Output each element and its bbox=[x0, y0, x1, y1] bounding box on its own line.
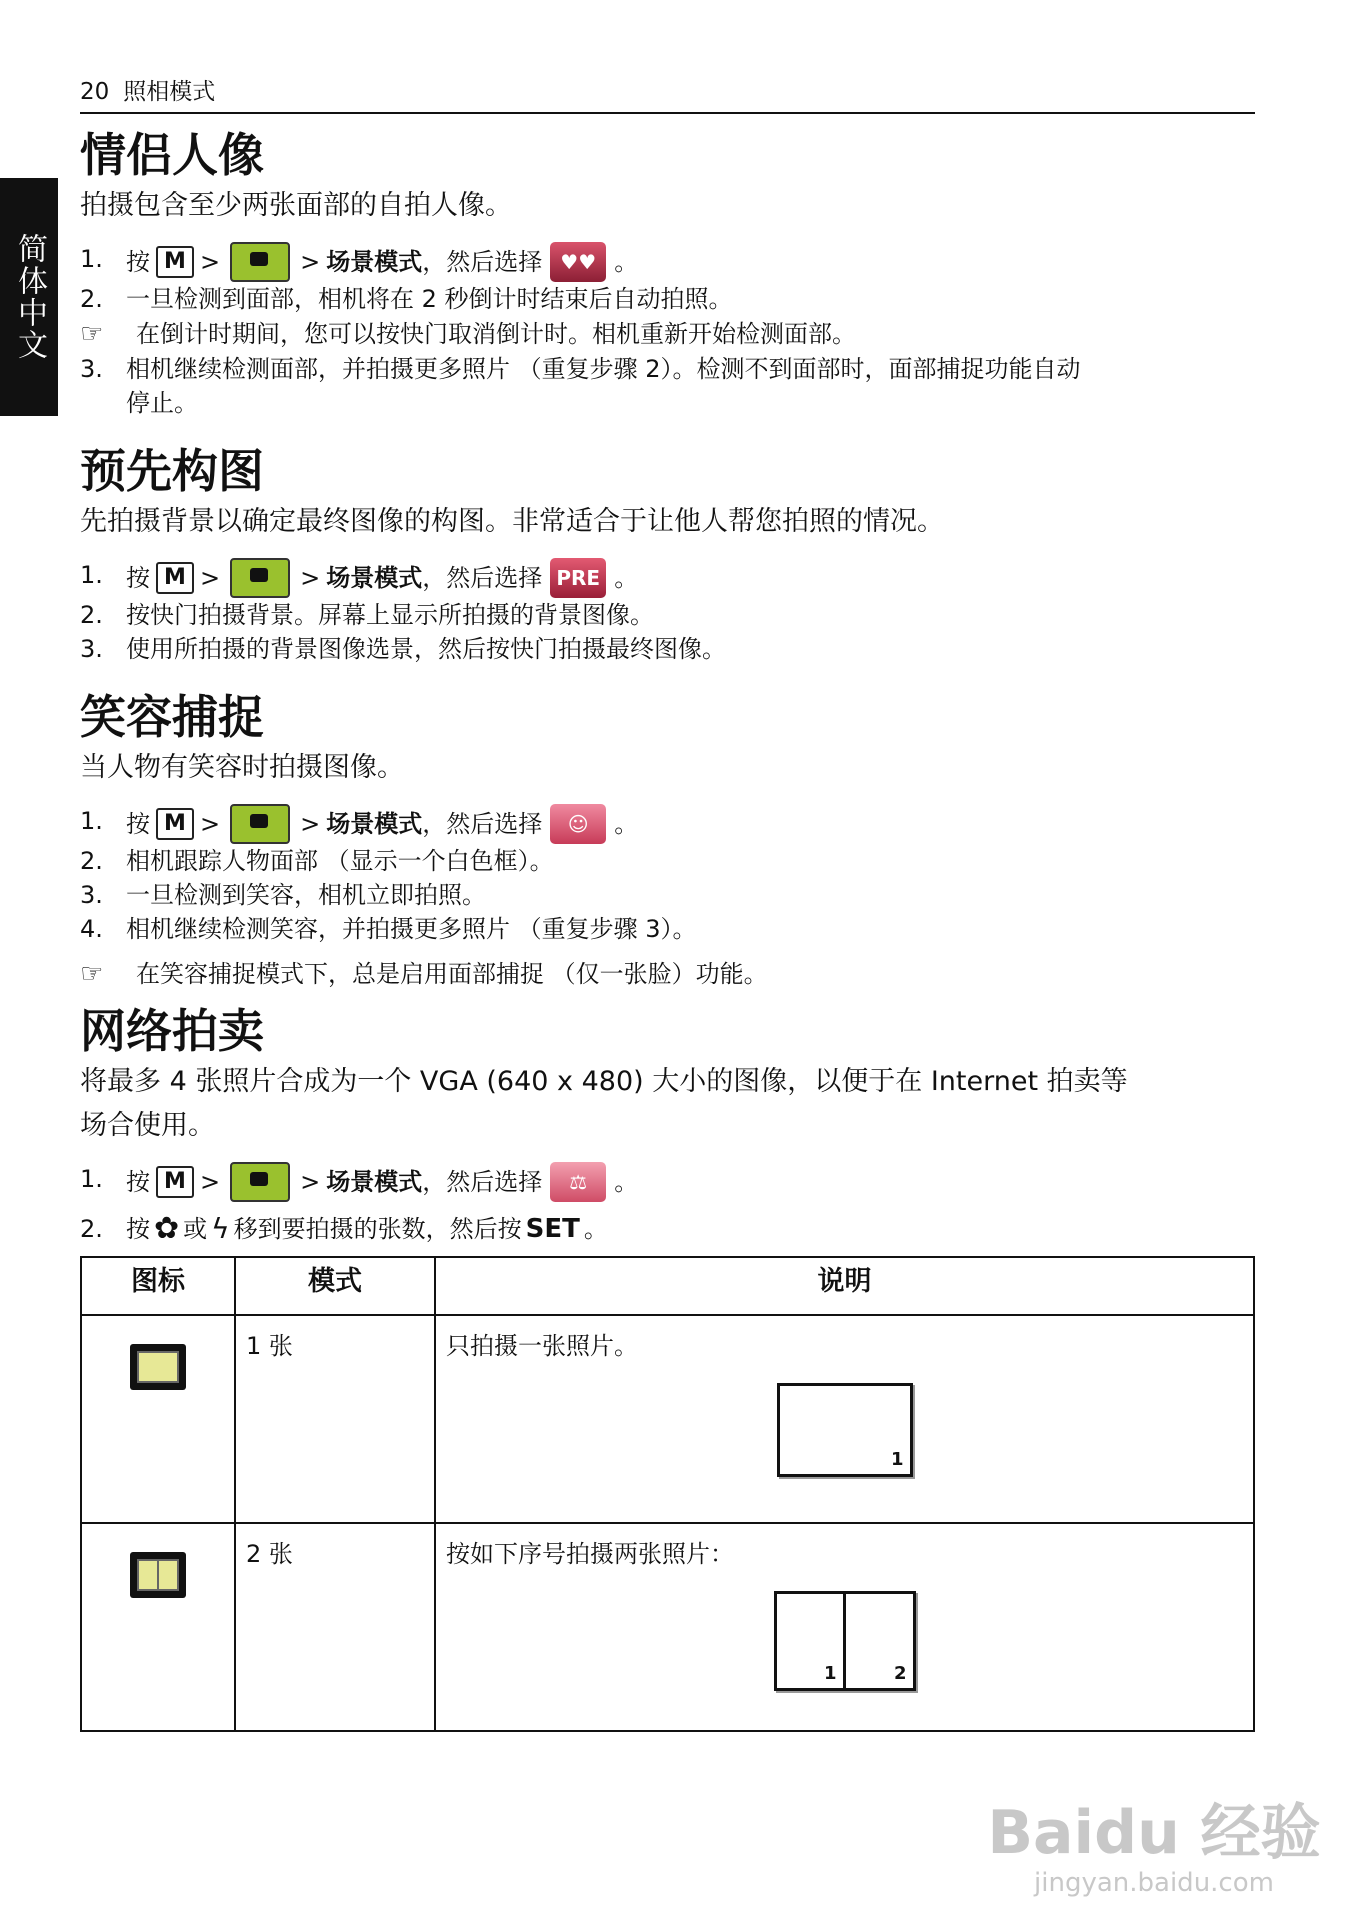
camera-mode-icon bbox=[230, 804, 290, 844]
step: 2. 一旦检测到面部，相机将在 2 秒倒计时结束后自动拍照。 bbox=[80, 285, 733, 313]
menu-key-icon: M bbox=[156, 246, 194, 278]
two-frame-icon bbox=[130, 1552, 186, 1598]
mode-table bbox=[80, 1256, 1255, 1732]
column-header: 模式 bbox=[235, 1257, 435, 1315]
flash-icon: ϟ bbox=[211, 1212, 230, 1245]
step-continuation: 停止。 bbox=[126, 389, 198, 417]
menu-key-icon: M bbox=[156, 1166, 194, 1198]
pointing-hand-icon: ☞ bbox=[80, 959, 104, 989]
table-header-row bbox=[81, 1257, 1254, 1315]
set-key-label: SET bbox=[525, 1214, 580, 1244]
auction-icon: ⚖ bbox=[550, 1162, 606, 1202]
step: 1. 按 M > > 场景模式 ，然后选择 PRE 。 bbox=[80, 558, 1255, 598]
pointing-hand-icon: ☞ bbox=[80, 319, 104, 349]
section-title: 预先构图 bbox=[80, 444, 264, 498]
icon-cell bbox=[81, 1315, 235, 1523]
couple-portrait-icon: ♥♥ bbox=[550, 242, 606, 282]
chapter-title: 照相模式 bbox=[123, 79, 216, 105]
language-label: 简体中文 bbox=[12, 233, 47, 361]
page-header bbox=[80, 76, 1255, 114]
table-row bbox=[81, 1315, 1254, 1523]
section-title: 情侣人像 bbox=[80, 128, 264, 182]
page-content bbox=[80, 126, 1255, 1732]
icon-cell bbox=[81, 1523, 235, 1731]
mode-cell: 1 张 bbox=[235, 1315, 435, 1523]
camera-mode-icon bbox=[230, 558, 290, 598]
section-title: 网络拍卖 bbox=[80, 1004, 264, 1058]
step: 4. 相机继续检测笑容，并拍摄更多照片 （重复步骤 3）。 bbox=[80, 915, 697, 943]
section-intro: 将最多 4 张照片合成为一个 VGA (640 x 480) 大小的图像，以便于在 Internet 拍卖等 bbox=[80, 1066, 1128, 1097]
step: 2. 相机跟踪人物面部 （显示一个白色框）。 bbox=[80, 847, 554, 875]
mode-cell: 2 张 bbox=[235, 1523, 435, 1731]
step: 1. 按 M > > 场景模式 ，然后选择 ☺ 。 bbox=[80, 804, 1255, 844]
section-intro: 当人物有笑容时拍摄图像。 bbox=[80, 752, 404, 783]
camera-mode-icon bbox=[230, 1162, 290, 1202]
table-row bbox=[81, 1523, 1254, 1731]
macro-flower-icon: ✿ bbox=[154, 1211, 180, 1246]
menu-key-icon: M bbox=[156, 808, 194, 840]
section-intro: 拍摄包含至少两张面部的自拍人像。 bbox=[80, 190, 512, 221]
column-header: 说明 bbox=[435, 1257, 1254, 1315]
step: 2. 按快门拍摄背景。屏幕上显示所拍摄的背景图像。 bbox=[80, 601, 654, 629]
step: 3. 一旦检测到笑容，相机立即拍照。 bbox=[80, 881, 486, 909]
section-intro: 先拍摄背景以确定最终图像的构图。非常适合于让他人帮您拍照的情况。 bbox=[80, 506, 944, 537]
page-number: 20 bbox=[80, 79, 110, 105]
camera-mode-icon bbox=[230, 242, 290, 282]
baidu-watermark: Baidu 经验 jingyan.baidu.com bbox=[987, 1798, 1321, 1898]
step: 3. 相机继续检测面部，并拍摄更多照片 （重复步骤 2）。检测不到面部时，面部捕捉功能自动 bbox=[80, 355, 1081, 383]
pre-composition-icon: PRE bbox=[550, 558, 606, 598]
step: 1. 按 M > > 场景模式 ，然后选择 ⚖ 。 bbox=[80, 1162, 1255, 1202]
menu-key-icon: M bbox=[156, 562, 194, 594]
description-cell: 只拍摄一张照片。 1 bbox=[435, 1315, 1254, 1523]
language-side-tab bbox=[0, 178, 58, 416]
layout-diagram-single: 1 bbox=[777, 1383, 913, 1477]
description-cell: 按如下序号拍摄两张照片： 1 2 bbox=[435, 1523, 1254, 1731]
section-intro-continued: 场合使用。 bbox=[80, 1110, 215, 1141]
single-frame-icon bbox=[130, 1344, 186, 1390]
section-title: 笑容捕捉 bbox=[80, 690, 264, 744]
smile-capture-icon: ☺ bbox=[550, 804, 606, 844]
note: ☞ 在笑容捕捉模式下，总是启用面部捕捉 （仅一张脸）功能。 bbox=[80, 956, 1255, 992]
column-header: 图标 bbox=[81, 1257, 235, 1315]
step: 1. 按 M > > 场景模式 ，然后选择 ♥♥ 。 bbox=[80, 242, 1255, 282]
step: 2. 按 ✿ 或 ϟ 移到要拍摄的张数，然后按 SET 。 bbox=[80, 1211, 608, 1246]
layout-diagram-double: 1 2 bbox=[774, 1591, 916, 1691]
note: ☞ 在倒计时期间，您可以按快门取消倒计时。相机重新开始检测面部。 bbox=[80, 316, 1255, 352]
step: 3. 使用所拍摄的背景图像选景，然后按快门拍摄最终图像。 bbox=[80, 635, 726, 663]
